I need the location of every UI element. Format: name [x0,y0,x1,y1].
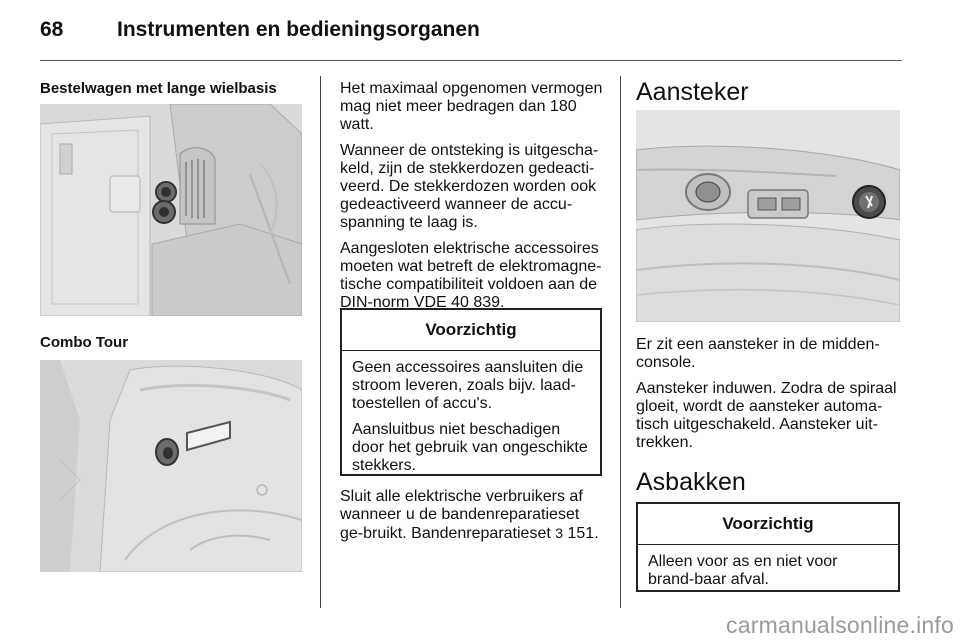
paragraph-ignition-off: Wanneer de ontsteking is uitgescha-keld, zijn de stekkerdozen gedeacti-veerd. De stekkerdozen worden ook gedeactiveerd wanneer de accu-spanning te laag is. [340,142,599,231]
column-divider-2 [620,76,621,608]
paragraph-lighter-usage: Aansteker induwen. Zodra de spiraal gloeit, wordt de aansteker automa-tisch uitgeschakeld. Aansteker uit-trekken. [636,380,897,451]
socket-illustration-1 [40,104,302,316]
paragraph-repair-kit [340,488,604,543]
caution-title: Voorzichtig [342,310,600,351]
figure-socket-long-wheelbase [40,104,302,316]
caution-text-1: Geen accessoires aansluiten die stroom leveren, zoals bijv. laad-toestellen of accu's. [352,359,584,412]
caution-text-2: Aansluitbus niet beschadigen door het gebruik van ongeschikte stekkers. [352,421,588,474]
figure-cigarette-lighter [636,110,900,322]
page-reference-link[interactable]: 151. [567,525,599,542]
socket-illustration-2 [40,360,302,572]
caution-box-sockets [340,308,602,476]
paragraph-emc: Aangesloten elektrische accessoires moeten wat betreft de elektromagne-tische compatibiliteit voldoen aan de DIN-norm VDE 40 839. [340,240,602,311]
figure-socket-combo-tour [40,360,302,572]
page-title: Instrumenten en bedieningsorganen [117,18,480,41]
paragraph-max-power: Het maximaal opgenomen vermogen mag niet meer bedragen dan 180 watt. [340,80,603,133]
section-heading-lighter: Aansteker [636,78,749,106]
paragraph-lighter-location: Er zit een aansteker in de midden-console. [636,336,880,371]
caution-text-ashtrays: Alleen voor as en niet voor brand-baar afval. [648,553,838,588]
page-reference-icon: 3 [555,525,564,541]
section-heading-long-wheelbase: Bestelwagen met lange wielbasis [40,80,277,97]
header-rule [40,60,902,61]
repair-kit-text: Sluit alle elektrische verbruikers af wanneer u de bandenreparatieset ge-bruikt. Bandenreparatieset [340,488,583,542]
section-heading-combo-tour: Combo Tour [40,334,129,351]
page-number: 68 [40,18,64,41]
column-2-body [340,80,604,320]
section-heading-ashtrays: Asbakken [636,468,746,496]
caution-box-ashtrays [636,502,900,592]
column-3-body [636,336,902,460]
lighter-illustration [636,110,900,322]
watermark: carmanualsonline.info [726,612,954,638]
caution-title-ashtrays: Voorzichtig [638,504,898,545]
column-divider-1 [320,76,321,608]
